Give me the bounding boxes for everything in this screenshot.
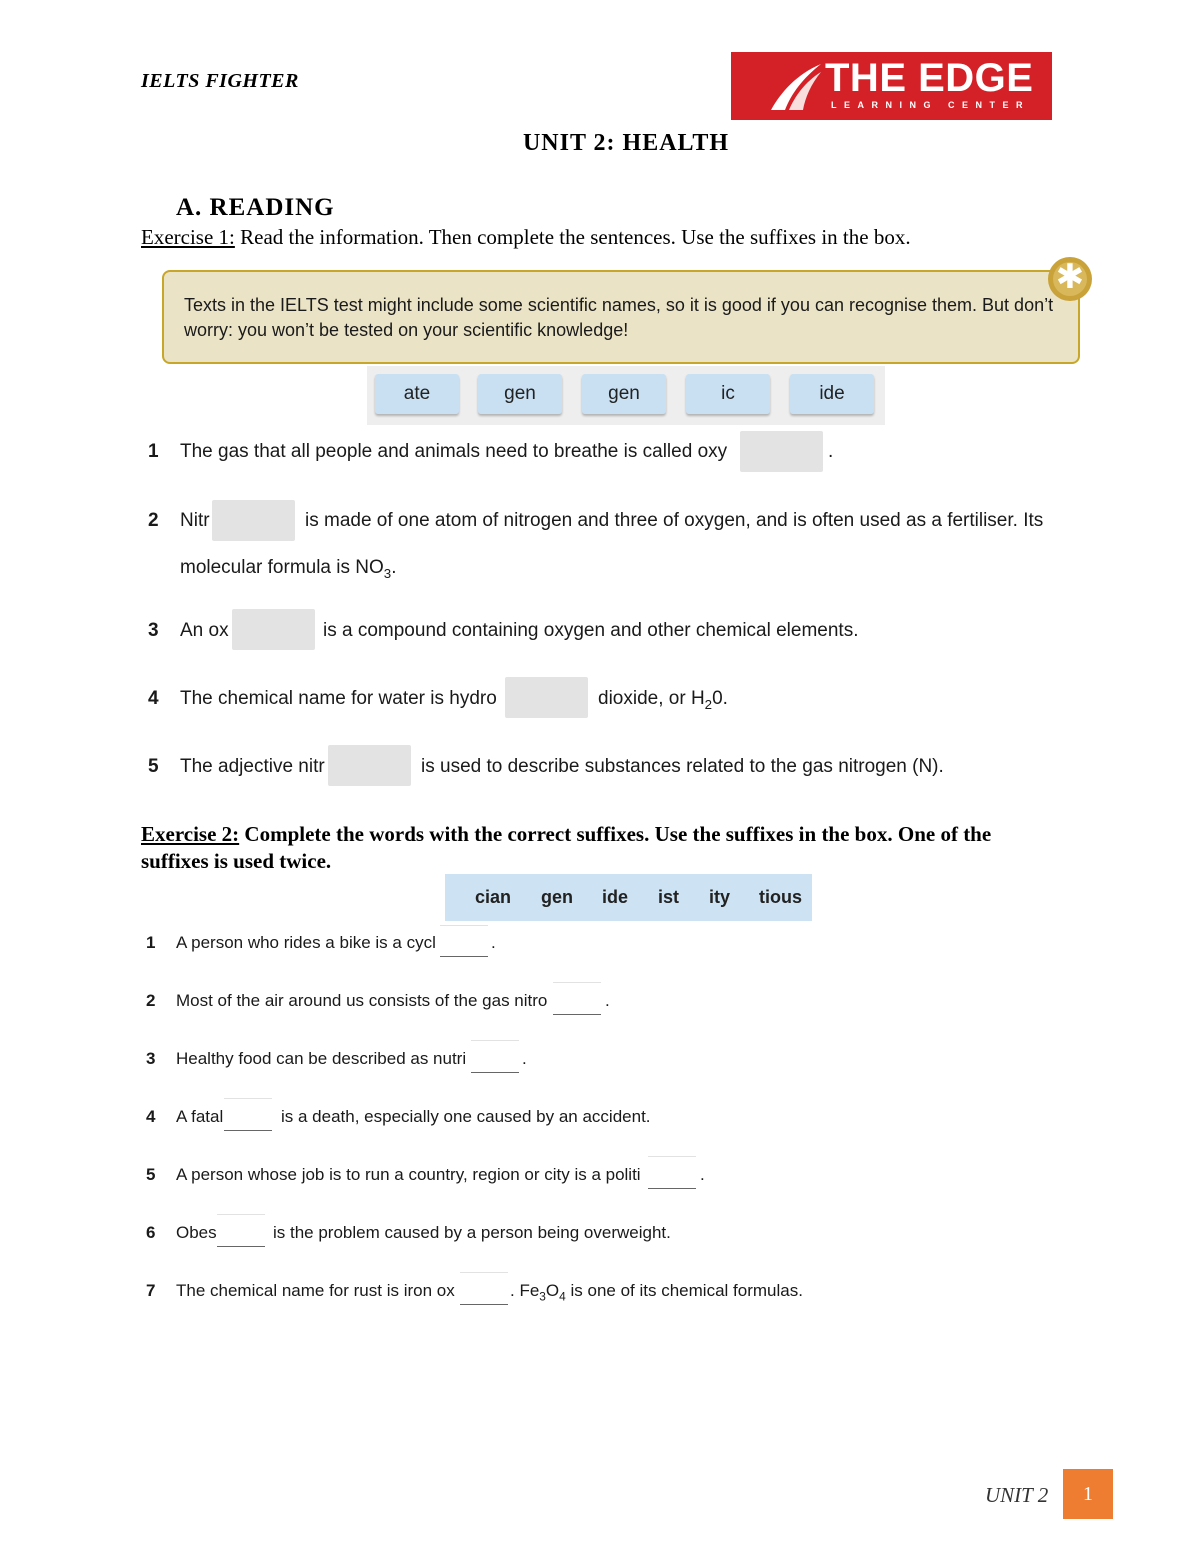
question-text: Healthy food can be described as nutri xyxy=(176,1049,467,1068)
answer-blank[interactable] xyxy=(648,1188,696,1189)
exercise1-label: Exercise 1: xyxy=(141,225,235,249)
suffix-gen: gen xyxy=(541,887,574,907)
question-number: 4 xyxy=(146,1107,156,1126)
answer-drop-zone[interactable] xyxy=(212,500,295,541)
tip-box xyxy=(162,270,1080,364)
suffix-chip-gen[interactable]: gen xyxy=(478,374,562,414)
question-text: Nitr xyxy=(180,510,210,531)
suffix-chip-ide[interactable]: ide xyxy=(790,374,874,414)
question-text: . xyxy=(828,441,834,462)
suffix-chip-ate[interactable]: ate xyxy=(375,374,459,414)
question-text: A person whose job is to run a country, region or city is a politi xyxy=(176,1165,641,1184)
question-number: 2 xyxy=(148,510,159,531)
question-text: The chemical name for rust is iron ox xyxy=(176,1281,455,1300)
answer-drop-zone[interactable] xyxy=(328,745,411,786)
question-text: is used to describe substances related to the gas nitrogen (N). xyxy=(421,756,944,777)
question-number: 4 xyxy=(148,688,159,709)
question-text: An ox xyxy=(180,620,229,641)
question-text: The chemical name for water is hydro xyxy=(180,688,497,709)
exercise2-instruction-text: Complete the words with the correct suffixes. Use the suffixes in the box. One of the xyxy=(239,822,992,846)
section-heading: A. READING xyxy=(176,194,335,221)
question-number: 5 xyxy=(146,1165,156,1184)
question-number: 2 xyxy=(146,991,156,1010)
suffix-cian: cian xyxy=(475,887,512,907)
question-text: The adjective nitr xyxy=(180,756,325,777)
page-title: UNIT 2: HEALTH xyxy=(522,130,730,156)
question-text: Obes xyxy=(176,1223,217,1242)
answer-box-top xyxy=(471,1040,519,1041)
question-text: . xyxy=(700,1165,705,1184)
question-text: is the problem caused by a person being overweight. xyxy=(273,1223,671,1242)
exercise1-instruction xyxy=(141,225,911,250)
question-number: 3 xyxy=(148,620,159,641)
answer-drop-zone[interactable] xyxy=(740,431,823,472)
suffix-ide: ide xyxy=(602,887,629,907)
question-number: 1 xyxy=(146,933,156,952)
suffix-box-exercise2 xyxy=(445,874,812,921)
answer-blank[interactable] xyxy=(460,1304,508,1305)
question-number: 7 xyxy=(146,1281,156,1300)
header-brand-text: IELTS FIGHTER xyxy=(141,70,299,92)
question-text: is a death, especially one caused by an accident. xyxy=(281,1107,651,1126)
question-text: A fatal xyxy=(176,1107,224,1126)
answer-drop-zone[interactable] xyxy=(505,677,588,718)
tip-text: Texts in the IELTS test might include some scientific names, so it is good if you can recognise them. But don’t worry: you won’t be tested on your scientific knowledge! xyxy=(184,295,1054,340)
answer-blank[interactable] xyxy=(224,1130,272,1131)
question-number: 5 xyxy=(148,756,159,777)
question-text-continued: molecular formula is $NO_3$. xyxy=(180,557,397,581)
question-text: . xyxy=(491,933,496,952)
answer-box-top xyxy=(460,1272,508,1273)
exercise1-instruction-text: Read the information. Then complete the sentences. Use the suffixes in the box. xyxy=(234,225,911,249)
star-icon xyxy=(1048,257,1092,301)
answer-drop-zone[interactable] xyxy=(232,609,315,650)
logo-subtitle: LEARNING CENTER xyxy=(831,100,1031,110)
exercise2-instruction-line2: suffixes is used twice. xyxy=(141,849,332,873)
answer-box-top xyxy=(648,1156,696,1157)
question-text: . xyxy=(522,1049,527,1068)
suffix-ist: ist xyxy=(658,887,680,907)
question-number: 1 xyxy=(148,441,159,462)
answer-box-top xyxy=(553,982,601,983)
question-text: A person who rides a bike is a cycl xyxy=(176,933,436,952)
question-text: is a compound containing oxygen and other chemical elements. xyxy=(323,620,859,641)
answer-blank[interactable] xyxy=(440,956,488,957)
suffix-box-exercise1 xyxy=(367,366,885,425)
question-text: . $Fe_3O_4$ is one of its chemical formulas. xyxy=(510,1281,803,1304)
exercise2-instruction xyxy=(141,822,991,847)
question-text: The gas that all people and animals need to breathe is called oxy xyxy=(180,441,728,462)
answer-box-top xyxy=(224,1098,272,1099)
answer-blank[interactable] xyxy=(217,1246,265,1247)
the-edge-logo xyxy=(731,52,1052,120)
footer-unit-label: UNIT 2 xyxy=(985,1483,1049,1507)
question-number: 3 xyxy=(146,1049,156,1068)
suffix-chip-gen[interactable]: gen xyxy=(582,374,666,414)
suffix-ity: ity xyxy=(709,887,731,907)
suffix-chip-ic[interactable]: ic xyxy=(686,374,770,414)
sail-logo-icon xyxy=(767,62,823,112)
page-number: 1 xyxy=(1063,1469,1113,1519)
answer-box-top xyxy=(217,1214,265,1215)
question-text: dioxide, or $H_20$. xyxy=(598,688,728,712)
question-number: 6 xyxy=(146,1223,156,1242)
answer-blank[interactable] xyxy=(553,1014,601,1015)
logo-title: THE EDGE xyxy=(825,56,1034,100)
star-icon-glyph: ✱ xyxy=(1055,257,1085,297)
exercise2-label: Exercise 2: xyxy=(141,822,240,846)
question-text: . xyxy=(605,991,610,1010)
suffix-tious: tious xyxy=(759,887,802,907)
question-text: Most of the air around us consists of the gas nitro xyxy=(176,991,548,1010)
answer-blank[interactable] xyxy=(471,1072,519,1073)
question-text: is made of one atom of nitrogen and three of oxygen, and is often used as a fertiliser. Its xyxy=(305,510,1044,531)
answer-box-top xyxy=(440,925,488,926)
